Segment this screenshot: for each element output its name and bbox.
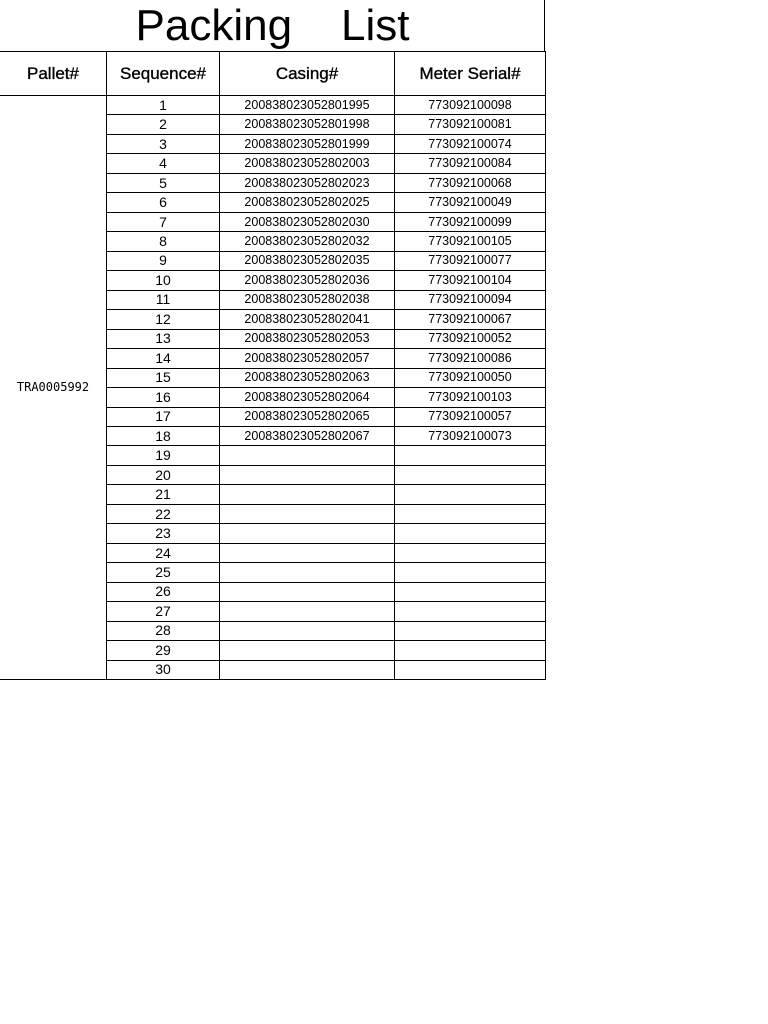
meter-serial-cell: 773092100081 [395, 115, 546, 134]
casing-cell: 200838023052802030 [220, 212, 395, 231]
sequence-cell: 4 [107, 154, 220, 173]
meter-serial-cell [395, 602, 546, 621]
meter-serial-cell [395, 504, 546, 523]
sequence-cell: 24 [107, 543, 220, 562]
sequence-cell: 7 [107, 212, 220, 231]
sequence-cell: 16 [107, 388, 220, 407]
casing-cell [220, 446, 395, 465]
sequence-cell: 21 [107, 485, 220, 504]
meter-serial-cell: 773092100099 [395, 212, 546, 231]
casing-cell: 200838023052801999 [220, 134, 395, 153]
meter-serial-cell [395, 524, 546, 543]
meter-serial-cell [395, 485, 546, 504]
meter-serial-cell: 773092100094 [395, 290, 546, 309]
sequence-cell: 9 [107, 251, 220, 270]
casing-cell: 200838023052802041 [220, 310, 395, 329]
sequence-cell: 1 [107, 96, 220, 115]
table-row [0, 96, 546, 115]
meter-serial-cell: 773092100103 [395, 388, 546, 407]
meter-serial-cell [395, 582, 546, 601]
casing-cell: 200838023052802023 [220, 173, 395, 192]
casing-cell: 200838023052802036 [220, 271, 395, 290]
header-meter-serial: Meter Serial# [395, 52, 546, 96]
casing-cell [220, 641, 395, 660]
casing-cell [220, 602, 395, 621]
sequence-cell: 15 [107, 368, 220, 387]
casing-cell: 200838023052802053 [220, 329, 395, 348]
meter-serial-cell: 773092100049 [395, 193, 546, 212]
casing-cell [220, 660, 395, 679]
meter-serial-cell: 773092100050 [395, 368, 546, 387]
casing-cell: 200838023052801998 [220, 115, 395, 134]
sequence-cell: 12 [107, 310, 220, 329]
casing-cell: 200838023052802038 [220, 290, 395, 309]
title-row [0, 0, 545, 52]
casing-cell: 200838023052802063 [220, 368, 395, 387]
meter-serial-cell [395, 465, 546, 484]
casing-cell [220, 465, 395, 484]
sequence-cell: 30 [107, 660, 220, 679]
casing-cell [220, 582, 395, 601]
casing-cell: 200838023052802064 [220, 388, 395, 407]
casing-cell [220, 504, 395, 523]
sequence-cell: 22 [107, 504, 220, 523]
table-body [0, 96, 546, 680]
sequence-cell: 25 [107, 563, 220, 582]
meter-serial-cell: 773092100068 [395, 173, 546, 192]
meter-serial-cell [395, 446, 546, 465]
meter-serial-cell: 773092100077 [395, 251, 546, 270]
page-title: Packing List [135, 1, 410, 50]
sequence-cell: 28 [107, 621, 220, 640]
pallet-id: TRA0005992 [16, 380, 90, 395]
meter-serial-cell: 773092100067 [395, 310, 546, 329]
meter-serial-cell [395, 621, 546, 640]
casing-cell: 200838023052802067 [220, 426, 395, 445]
sequence-cell: 17 [107, 407, 220, 426]
meter-serial-cell: 773092100098 [395, 96, 546, 115]
meter-serial-cell: 773092100074 [395, 134, 546, 153]
sequence-cell: 23 [107, 524, 220, 543]
sequence-cell: 26 [107, 582, 220, 601]
meter-serial-cell: 773092100104 [395, 271, 546, 290]
meter-serial-cell: 773092100086 [395, 349, 546, 368]
sequence-cell: 8 [107, 232, 220, 251]
casing-cell: 200838023052802025 [220, 193, 395, 212]
casing-cell: 200838023052801995 [220, 96, 395, 115]
sequence-cell: 14 [107, 349, 220, 368]
meter-serial-cell: 773092100105 [395, 232, 546, 251]
sequence-cell: 13 [107, 329, 220, 348]
meter-serial-cell [395, 543, 546, 562]
casing-cell: 200838023052802065 [220, 407, 395, 426]
sequence-cell: 11 [107, 290, 220, 309]
header-casing: Casing# [220, 52, 395, 96]
header-row [0, 52, 546, 96]
casing-cell [220, 524, 395, 543]
sequence-cell: 2 [107, 115, 220, 134]
meter-serial-cell: 773092100052 [395, 329, 546, 348]
casing-cell [220, 485, 395, 504]
meter-serial-cell [395, 641, 546, 660]
casing-cell: 200838023052802003 [220, 154, 395, 173]
sequence-cell: 29 [107, 641, 220, 660]
meter-serial-cell: 773092100073 [395, 426, 546, 445]
pallet-id-cell [0, 96, 107, 680]
casing-cell: 200838023052802032 [220, 232, 395, 251]
sequence-cell: 20 [107, 465, 220, 484]
header-pallet: Pallet# [0, 52, 107, 96]
meter-serial-cell [395, 660, 546, 679]
header-sequence: Sequence# [107, 52, 220, 96]
sequence-cell: 5 [107, 173, 220, 192]
meter-serial-cell: 773092100084 [395, 154, 546, 173]
packing-table [0, 51, 546, 680]
sequence-cell: 10 [107, 271, 220, 290]
sequence-cell: 19 [107, 446, 220, 465]
sequence-cell: 18 [107, 426, 220, 445]
sequence-cell: 6 [107, 193, 220, 212]
casing-cell: 200838023052802057 [220, 349, 395, 368]
meter-serial-cell [395, 563, 546, 582]
casing-cell [220, 543, 395, 562]
casing-cell [220, 563, 395, 582]
casing-cell [220, 621, 395, 640]
sequence-cell: 3 [107, 134, 220, 153]
sequence-cell: 27 [107, 602, 220, 621]
casing-cell: 200838023052802035 [220, 251, 395, 270]
meter-serial-cell: 773092100057 [395, 407, 546, 426]
